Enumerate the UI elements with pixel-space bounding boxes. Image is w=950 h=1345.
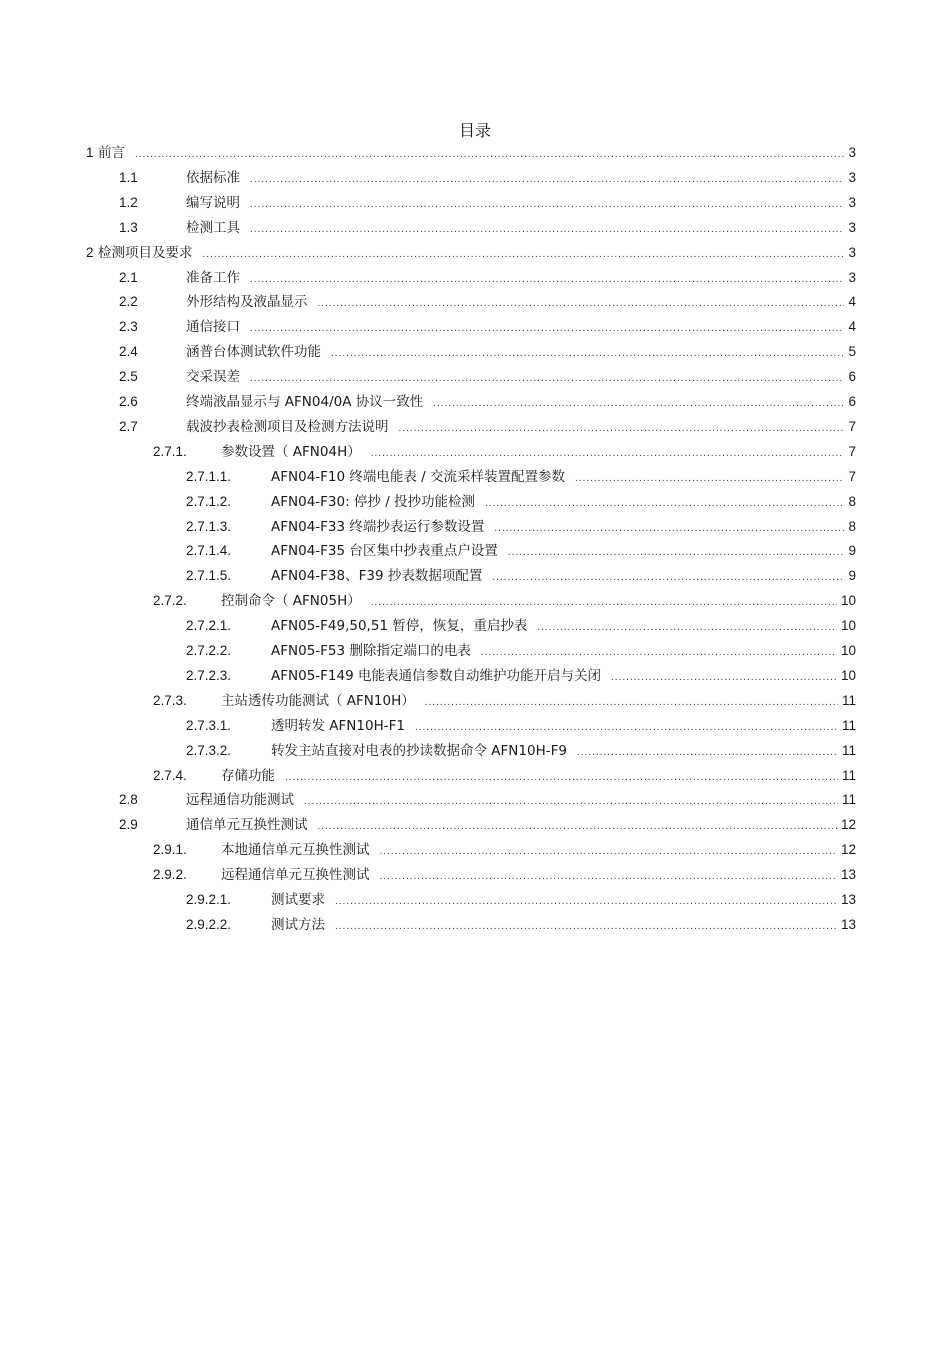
toc-entry-number: 2.7.3.1. [186,717,232,733]
toc-entry[interactable] [119,790,856,810]
toc-entry-number: 2.5 [119,369,138,385]
dot-leader [331,346,844,362]
toc-entry-number: 2.7.2.1. [186,618,232,634]
toc-entry[interactable] [186,492,856,512]
toc-entry-title: AFN04-F30: 停抄 / 投抄功能检测 [271,493,476,510]
toc-entry-title: 透明转发 AFN10H-F1 [271,717,405,734]
toc-entry-title: 测试方法 [271,916,325,933]
toc-entry-page: 10 [840,667,856,683]
toc-entry-number: 1.2 [119,194,138,210]
toc-entry-number: 2.7.1.2. [186,493,232,509]
toc-entry-number: 2.7.1.5. [186,568,232,584]
toc-entry[interactable] [119,193,856,213]
toc-entry-title: 远程通信单元互换性测试 [221,867,370,884]
toc-entry-number: 2.7.4. [153,767,187,783]
toc-entry[interactable] [119,342,856,362]
toc-entry-title: 检测工具 [186,219,240,236]
toc-entry[interactable] [153,442,856,462]
dot-leader [508,545,845,561]
dot-leader [135,147,844,163]
toc-entry-number: 2.1 [119,269,138,285]
toc-entry[interactable] [186,716,856,736]
toc-entry-page: 11 [841,742,856,758]
toc-entry[interactable] [186,616,856,636]
toc-entry-title: 本地通信单元互换性测试 [221,842,370,859]
dot-leader [318,296,845,312]
toc-entry-page: 7 [848,418,856,434]
toc-entry-title: 参数设置（ AFN04H） [221,443,361,460]
toc-entry-title: AFN04-F10 终端电能表 / 交流采样装置配置参数 [271,468,566,485]
dot-leader [415,720,838,736]
dot-leader [250,371,844,387]
toc-entry-number: 2.7.1. [153,443,187,459]
toc-entry-number: 1.1 [119,169,138,185]
toc-entry[interactable] [186,890,856,910]
dot-leader [575,471,844,487]
toc-entry-number: 2.8 [119,792,138,808]
toc-entry[interactable] [153,591,856,611]
toc-entry-page: 11 [841,692,856,708]
toc-entry-number: 2.6 [119,394,138,409]
toc-entry-page: 13 [840,892,856,907]
dot-leader [371,446,845,462]
toc-entry-title: 编写说明 [186,194,240,211]
toc-entry[interactable] [119,218,856,238]
toc-entry[interactable] [119,367,856,387]
dot-leader [494,521,844,537]
toc-entry-title: 外形结构及液晶显示 [186,294,308,311]
dot-leader [399,421,845,437]
toc-entry-number: 2.7.3.2. [186,742,232,758]
toc-entry[interactable] [186,517,856,537]
toc-entry[interactable] [119,268,856,288]
toc-entry[interactable] [86,243,856,263]
toc-entry-title: AFN05-F53 删除指定端口的电表 [271,643,471,659]
toc-entry-title: 主站透传功能测试（ AFN10H） [221,692,415,709]
dot-leader [203,247,845,263]
toc-entry-page: 11 [841,767,856,783]
toc-entry-page: 10 [840,618,856,634]
toc-entry-number: 2.2 [119,294,138,310]
toc-entry-number: 2.9.2.2. [186,916,232,932]
toc-entry-page: 3 [848,145,856,160]
toc-entry-number: 2.9.2. [153,867,187,883]
toc-entry-page: 10 [840,643,856,658]
toc-entry-page: 13 [840,867,856,883]
toc-entry-number: 2.7.1.1. [186,468,232,484]
dot-leader [250,272,844,288]
dot-leader [285,770,838,786]
dot-leader [380,869,837,885]
toc-entry-title: 控制命令（ AFN05H） [221,593,361,610]
dot-leader [577,745,838,761]
toc-entry-number: 2.7.2. [153,593,187,609]
toc-entry-title: 测试要求 [271,892,325,908]
toc-entry-title: 存储功能 [221,767,275,784]
toc-entry-page: 9 [848,568,856,584]
toc-entry-title: AFN05-F149 电能表通信参数自动维护功能开启与关闭 [271,667,601,684]
toc-entry-title: AFN04-F35 台区集中抄表重点户设置 [271,543,498,560]
toc-entry-page: 3 [848,194,856,210]
dot-leader [433,396,844,412]
dot-leader [537,620,837,636]
dot-leader [318,819,837,835]
toc-entry-number: 2 [86,244,94,260]
toc-entry-page: 6 [848,394,856,409]
toc-entry[interactable] [186,666,856,686]
toc-entry-page: 4 [848,319,856,335]
toc-entry-page: 7 [848,443,856,459]
toc-entry-title: 涵普台体测试软件功能 [186,344,321,361]
toc-entry-number: 2.7.2.3. [186,667,232,683]
toc-entry[interactable] [186,566,856,586]
dot-leader [250,321,844,337]
toc-entry-number: 2.7.2.2. [186,643,232,658]
toc-entry-number: 1 [86,145,94,160]
toc-entry-title: AFN04-F33 终端抄表运行参数设置 [271,518,485,535]
toc-entry-title: 通信接口 [186,319,240,336]
toc-entry-number: 2.9.1. [153,842,187,858]
toc-entry[interactable] [186,741,856,761]
toc-entry-page: 11 [841,792,856,808]
toc-entry-page: 3 [848,169,856,185]
dot-leader [335,919,837,935]
toc-entry[interactable] [119,168,856,188]
toc-entry[interactable] [86,143,856,163]
toc-entry-number: 1.3 [119,219,138,235]
toc-entry-title: AFN05-F49,50,51 暂停，恢复，重启抄表 [271,618,528,635]
toc-entry-title: 准备工作 [186,269,240,286]
toc-entry[interactable] [153,865,856,885]
toc-entry-page: 9 [848,543,856,559]
dot-leader [611,670,837,686]
dot-leader [481,645,837,661]
toc-entry-page: 12 [840,842,856,858]
toc-entry[interactable] [186,541,856,561]
toc-entry-page: 7 [848,468,856,484]
toc-entry-number: 2.3 [119,319,138,335]
dot-leader [380,844,837,860]
toc-entry-page: 11 [841,717,856,733]
toc-entry-title: 转发主站直接对电表的抄读数据命令 AFN10H-F9 [271,742,567,759]
toc-entry[interactable] [186,467,856,487]
dot-leader [485,496,844,512]
dot-leader [250,222,844,238]
toc-entry[interactable] [153,691,856,711]
toc-entry[interactable] [119,392,856,412]
toc-entry-page: 13 [840,916,856,932]
toc-title: 目录 [458,121,491,140]
toc-entry-page: 8 [848,518,856,534]
dot-leader [425,695,838,711]
toc-entry[interactable] [119,417,856,437]
toc-entry-number: 2.7.3. [153,692,187,708]
toc-entry-page: 5 [848,344,856,360]
toc-entry-title: 远程通信功能测试 [186,792,294,809]
toc-entry-page: 6 [848,369,856,385]
toc-entry-title: 交采误差 [186,369,240,386]
dot-leader [371,595,837,611]
toc-entry-page: 10 [840,593,856,609]
toc-entry-number: 2.7.1.3. [186,518,232,534]
toc-entry-page: 3 [848,219,856,235]
toc-entry-page: 4 [848,294,856,310]
toc-entry-page: 3 [848,269,856,285]
toc-entry-title: 终端液晶显示与 AFN04/0A 协议一致性 [186,394,424,410]
toc-entry[interactable] [186,641,856,661]
dot-leader [304,794,838,810]
toc-entry[interactable] [119,815,856,835]
dot-leader [492,570,844,586]
toc-entry-title: 载波抄表检测项目及检测方法说明 [186,418,389,435]
toc-entry-number: 2.7.1.4. [186,543,232,559]
dot-leader [250,172,844,188]
toc-entry[interactable] [186,915,856,935]
toc-entry-page: 8 [848,493,856,509]
toc-entry[interactable] [153,766,856,786]
toc-entry-title: AFN04-F38、F39 抄表数据项配置 [271,568,483,585]
dot-leader [335,894,837,910]
toc-entry[interactable] [153,840,856,860]
toc-entry-title: 检测项目及要求 [98,244,193,261]
toc-entry-title: 依据标准 [186,169,240,186]
toc-entry-page: 12 [840,817,856,833]
toc-entry[interactable] [119,317,856,337]
toc-entry-number: 2.4 [119,344,138,360]
dot-leader [250,197,844,213]
toc-entry-number: 2.9.2.1. [186,892,232,907]
toc-entry-number: 2.7 [119,418,138,434]
toc-entry-number: 2.9 [119,817,138,833]
toc-entry-title: 前言 [98,145,125,161]
toc-entry-title: 通信单元互换性测试 [186,817,308,834]
toc-entry-page: 3 [848,244,856,260]
toc-entry[interactable] [119,292,856,312]
